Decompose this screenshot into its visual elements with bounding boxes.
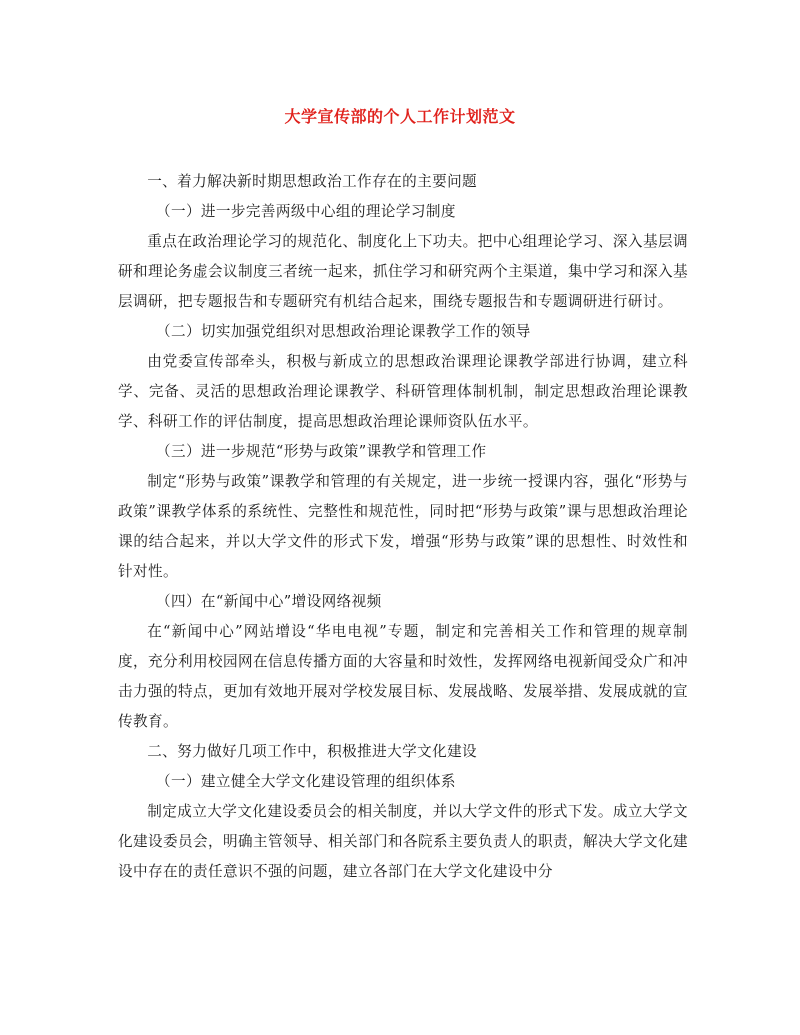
subsection-heading-1-1: （一）进一步完善两级中心组的理论学习制度 — [155, 203, 456, 220]
subsection-heading-1-3: （三）进一步规范“形势与政策”课教学和管理工作 — [155, 443, 487, 460]
paragraph-5: 制定成立大学文化建设委员会的相关制度，并以大学文件的形式下发。成立大学文化建设委员会，明确主管领导、相关部门和各院系主要负责人的职责，解决大学文化建设中存在的责任意识不强的问题，建立各部门在大学文化建设中分 — [118, 803, 688, 880]
section-heading-2: 二、努力做好几项工作中，积极推进大学文化建设 — [147, 743, 478, 760]
paragraph-1: 重点在政治理论学习的规范化、制度化上下功夫。把中心组理论学习、深入基层调研和理论务虚会议制度三者统一起来，抓住学习和研究两个主渠道，集中学习和深入基层调研，把专题报告和专题研究有机结合起来，围绕专题报告和专题调研进行研讨。 — [118, 233, 688, 310]
subsection-heading-2-1: （一）建立健全大学文化建设管理的组织体系 — [155, 773, 456, 790]
section-heading-1: 一、着力解决新时期思想政治工作存在的主要问题 — [147, 173, 478, 190]
subsection-heading-1-2: （二）切实加强党组织对思想政治理论课教学工作的领导 — [155, 323, 531, 340]
document-title: 大学宣传部的个人工作计划范文 — [284, 107, 516, 126]
paragraph-4: 在“新闻中心”网站增设“华电电视”专题，制定和完善相关工作和管理的规章制度，充分利用校园网在信息传播方面的大容量和时效性，发挥网络电视新闻受众广和冲击力强的特点，更加有效地开展对学校发展目标、发展战略、发展举措、发展成就的宣传教育。 — [118, 623, 688, 730]
paragraph-3: 制定“形势与政策”课教学和管理的有关规定，进一步统一授课内容，强化“形势与政策”课教学体系的系统性、完整性和规范性，同时把“形势与政策”课与思想政治理论课的结合起来，并以大学文件的形式下发，增强“形势与政策”课的思想性、时效性和针对性。 — [118, 473, 688, 580]
subsection-heading-1-4: （四）在“新闻中心”增设网络视频 — [155, 593, 382, 610]
paragraph-2: 由党委宣传部牵头，积极与新成立的思想政治课理论课教学部进行协调，建立科学、完备、灵活的思想政治理论课教学、科研管理体制机制，制定思想政治理论课教学、科研工作的评估制度，提高思想政治理论课师资队伍水平。 — [118, 353, 688, 430]
document-body — [118, 167, 688, 887]
